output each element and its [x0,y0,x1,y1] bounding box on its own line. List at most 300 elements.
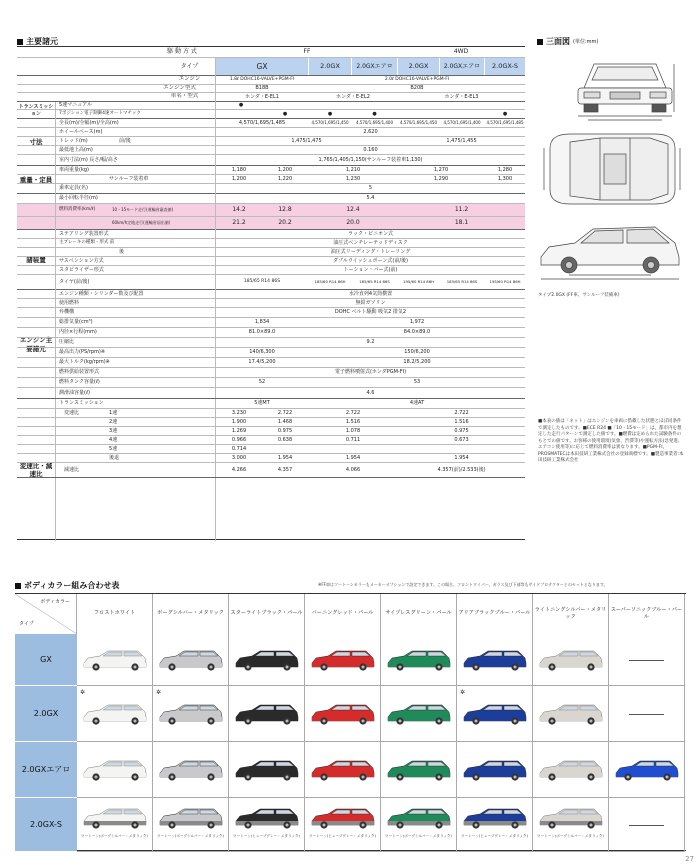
equip-val: ラック・ピニオン式 [348,230,393,237]
color-header: アリアブラックブルー・パール [457,594,533,634]
tread-ff: 1,475/1,475 [291,137,322,144]
gear-row [17,463,525,478]
color-cell [77,742,153,798]
wagon-icon [234,648,300,672]
star-mark: ✲ [80,689,86,696]
color-cell [609,798,685,852]
gear-ratio-val: 0.714 [231,445,247,452]
two-tone-caption: ツートーン(ボーグシルバー・メタリック) [385,834,452,838]
top-view-diagram [540,128,685,210]
engine-spec-val: 水冷直列4気筒横置 [348,290,393,297]
wagon-icon [234,758,300,782]
color-header: スーパーソニックブルー・パール [609,594,685,634]
wagon-icon [310,758,376,782]
dim-row2 [17,128,525,137]
spec-notes: ■本表の値は「ネット」はエンジンを車両に搭載した状態とほぼ同条件で測定したものです。■ECE R24 ■「10・15モード」は、都市内を想定した走行パターンで測定した値です。■燃費は定められた試験条件のもとでの値です。お客様の使用環境(気象、渋滞等)や運転方法(急発進、エアコン使用等)に応じて燃料消費率は異なります。■PGM-FI、PROSMATECは本田技研工業株式会社の登録商標です。■製造事業者:本田技研工業株式会社 [538,419,684,464]
engine-spec-label: 弁機構 [59,309,75,315]
engine-spec-label: 使用燃料 [59,299,80,306]
weight-val: 1,180 [231,166,247,173]
engine-spec-label: 燃料供給装置形式 [59,369,100,375]
trans-at-label: 7ポジション電子制御4速オートマチック [59,110,141,116]
capacity-val: 5 [368,185,373,191]
weight-val: 1,230 [345,175,361,182]
color-cell [229,634,305,686]
dim-row1 [17,119,525,128]
two-tone-caption: ツートーン(ボーグシルバー・メタリック) [537,834,604,838]
sunroof-weight-label: サンルーフ装着車 [109,175,149,182]
wagon-icon [538,758,604,782]
gear-ratio-val: 1.900 [231,418,247,425]
gear-ratio-val: 4.266 [231,466,247,473]
equip-label: 後 [119,248,125,255]
color-cell [229,686,305,742]
car-name-el2: ホンダ・E-EL2 [336,93,370,100]
wagon-icon [82,702,148,726]
gear-ratio-val: 1.954 [277,454,293,461]
trans-at-row [17,110,525,119]
type-row [17,58,525,76]
two-tone-caption: ツートーン(ヒューブグレー・メタリック) [461,834,528,838]
interior-label: 室内寸法(m) 長さ/幅/高さ [59,156,118,163]
gear-label: 1速 [109,409,118,416]
gear-label: 5速 [109,445,118,452]
diagram-title-text: 三面図 [546,37,570,46]
engine-type-b20b: B20B [410,85,424,91]
color-header: フロストホワイト [77,594,153,634]
gear-at: 4速AT [409,400,425,406]
wagon-icon [462,648,528,672]
engine-spec-row [17,290,525,299]
gear-ratio-val: 1.269 [231,427,247,434]
diagram-section-title [537,36,598,47]
color-cell [153,798,229,852]
ground-clearance-val: 0.160 [363,146,378,153]
equip-row [17,239,525,248]
engine-spec-val-20: 1,972 [409,319,425,325]
wagon-icon [386,758,452,782]
title-square-icon [537,39,543,45]
engine-label: エンジン [178,76,201,83]
wagon-icon [158,806,224,830]
engine-spec-row [17,308,525,318]
engine-spec-label: エンジン種類・シリンダー数及び配置 [59,290,144,297]
equip-label: ステアリング装置形式 [59,230,109,237]
engine-spec-category: エンジン主要諸元 [19,336,53,353]
wagon-icon [462,758,528,782]
gear-ratio-val: 1.954 [345,454,361,461]
gear-ratio-label: 変速比 [64,409,80,416]
weight-val: 1,200 [231,175,247,182]
car-name-label: 車名・型式 [170,93,199,100]
color-cell [305,634,381,686]
tire-row [17,275,525,290]
color-cell [153,742,229,798]
engine-spec-val: 無鉛ガソリン [355,299,386,306]
gear-ratio-val: 0.975 [454,427,469,434]
wagon-icon [234,702,300,726]
gear-ratio-val: 0.711 [345,436,361,443]
dim-row2-label: ホイールベース(m) [59,128,103,135]
engine-spec-label: 圧縮比 [59,339,75,345]
engine-spec-label: 最高出力(PS/rpm)※ [59,349,106,355]
gear-ratio-val [309,445,397,453]
dim-row4 [17,146,525,155]
tread-4wd: 1,475/1,455 [446,137,477,144]
color-note: ※FF車はツートーンカラーもメーカーオプションで設定できます。この場合、フロントワイパー、ガラス及び下部等もサイドプロテクターとのセットとなります。 [318,582,608,587]
dim-val: 4,570/1,695/1,400 [443,120,481,125]
gear-ratio-val: 4.357 [277,466,293,473]
gear-row [17,454,525,463]
gear-ratio-val: 4.066 [345,466,361,473]
equip-val: 油圧式ベンチレーテッドディスク [333,239,408,246]
engine-spec-label: 内径×行程(mm) [59,329,97,335]
gear-label: 4速 [109,436,118,443]
dot-at-20gx: ● [327,110,333,117]
gear-final-label: 減速比 [64,466,80,473]
engine-spec-val-20: 18.2/5,200 [403,359,431,365]
color-cell [457,686,533,742]
weight-category: 重量・定員 [19,175,53,184]
fuel-val: 18.1 [454,219,469,226]
color-cell [77,634,153,686]
type-20gx-aero-4wd: 2.0GXエアロ [440,58,484,75]
engine-spec-row [17,299,525,308]
color-cell [381,798,457,852]
weight-val: 1,210 [345,166,361,173]
4wd-label: 4WD [453,48,469,55]
gear-row [17,427,525,436]
color-title-text: ボディカラー組み合わせ表 [24,581,120,590]
color-header: サイプレスグリーン・パール [381,594,457,634]
gear-ratio-val: 4.357(前)/2.533(後) [437,466,486,473]
diagram-unit: (単位:mm) [573,39,599,45]
engine-row [17,76,525,85]
trans-mt-label: 5速マニュアル [59,102,92,108]
dim-row5 [17,155,525,166]
color-cell [457,798,533,852]
color-grid [15,593,686,851]
engine-spec-val-18: 140/6,300 [249,349,275,355]
engine-spec-row [17,328,525,338]
color-cell [381,686,457,742]
color-cell [305,798,381,852]
fuel-val: 21.2 [232,219,246,226]
gear-ratio-val: 2.722 [277,409,293,416]
wagon-icon [158,758,224,782]
perf-row3 [17,217,525,230]
dim-row1-label: 全長(m)/全幅(m)/全高(m) [59,119,119,126]
gear-row [17,445,525,454]
color-cell [609,686,685,742]
engine-spec-val-20: 84.0×89.0 [403,329,431,335]
turning-radius-val: 5.4 [366,195,375,201]
gear-ratio-val: 0.638 [277,436,293,443]
tire-val: 185/65 R14 86S [446,279,478,285]
tire-val: 185/60 R14 86H [314,279,346,285]
gear-row [17,418,525,427]
gear-ratio-val: 1.516 [454,418,469,425]
color-cell [609,634,685,686]
tire-val: 185/65 R14 86S [243,278,281,284]
color-cell [457,742,533,798]
gear-ratio-val: 0.673 [454,436,469,443]
dim-val: 4,570/1,695/1,450 [399,120,438,125]
color-header: ライトニングシルバー・メタリック [533,594,609,634]
wagon-icon [386,648,452,672]
corner-bottom-label: タイプ [19,621,34,628]
ground-clearance-label: 最低地上高(m) [59,146,93,153]
color-cell [305,742,381,798]
corner-top-label: ボディカラー [40,599,70,605]
color-section-title [15,580,119,591]
equip-label: スタビライザー形式 [59,266,104,273]
car-name-row [17,93,525,102]
equip-label: 主ブレーキの種類・形式 前 [59,239,115,245]
gear-ratio-val: 0.966 [231,436,247,443]
weight-val: 1,280 [497,166,513,173]
wagon-icon [462,702,528,726]
tread-sub: 前/後 [119,137,131,144]
engine-spec-val: 9.2 [366,339,375,345]
wagon-icon [386,806,452,830]
color-header: バーニングレッド・パール [305,594,381,634]
star-mark: ✲ [156,689,162,696]
engine-val-gx: 1.8ℓ DOHC16-VALVE+PGM-FI [229,76,295,82]
engine-spec-val: 電子燃料噴射式(ホンダPGM-FI) [334,369,407,375]
two-tone-caption: ツートーン(ボーグシルバー・メタリック) [81,834,148,838]
gear-ratio-val: 1.078 [345,427,361,434]
wagon-icon [462,806,528,830]
engine-type-b18b: B18B [255,85,269,91]
engine-spec-label: 最大トルク(kg/rpm)※ [59,359,110,365]
engine-spec-label: 総排気量(cm³) [59,319,93,325]
dim-val: 4,570/1,695/1,485 [486,120,524,125]
front-view-diagram [570,50,680,122]
wagon-icon [82,648,148,672]
wheelbase-val: 2,620 [363,128,378,135]
spec-title-text: 主要諸元 [26,37,58,46]
wagon-icon [158,648,224,672]
engine-spec-val-18: 52 [258,379,266,385]
interior-val: 1,765/1,405/1,150(サンルーフ装着車1,130) [318,156,423,163]
gear-label: 3速 [109,427,118,434]
gear-ratio-val: 2.722 [345,409,361,416]
equip-val: 油圧式リーディング・トレーリング [330,248,411,255]
wagon-icon [614,758,680,782]
engine-type-row [17,85,525,93]
gear-label: 後退 [109,454,120,461]
two-tone-caption: ツートーン(ボーグシルバー・メタリック) [157,834,224,838]
page-number: 27 [685,855,694,863]
gear-category: 変速比・減速比 [19,461,53,478]
gear-ratio-val: 3.230 [231,409,247,416]
engine-val-20: 2.0ℓ DOHC16-VALVE+PGM-FI [384,76,450,82]
dim-val: 4,570/1,695/1,450 [311,120,349,125]
wagon-icon [310,702,376,726]
color-type-label: GX [15,634,77,686]
type-label: タイプ [180,62,199,70]
gear-row [17,436,525,445]
engine-spec-row [17,388,525,399]
color-header: ボーグシルバー・メタリック [153,594,229,634]
fuel-mode-label: 10・15モード走行(運輸省審査値) [112,207,174,212]
color-cell [533,686,609,742]
tire-val: 195/60 R14 86H [489,279,521,285]
dot-at-gxs: ● [502,110,508,117]
gear-ratio-val: 2.722 [454,409,469,416]
gear-mt: 5速MT [254,400,270,406]
wagon-icon [538,648,604,672]
engine-spec-row [17,348,525,358]
color-cell [609,742,685,798]
gear-ratio-val: 1.954 [454,454,469,461]
gear-trans-row [17,399,525,409]
color-cell [533,742,609,798]
tread-label: トレッド(m) [59,137,88,144]
fuel-val: 12.4 [346,206,360,213]
engine-spec-row [17,378,525,388]
ff-label: FF [303,48,311,55]
color-cell [77,686,153,742]
dimensions-category: 寸法 [29,138,43,147]
gear-label: 2速 [109,418,118,425]
two-tone-caption: ツートーン(ヒューブグレー・メタリック) [233,834,300,838]
dot-at-aero: ● [372,110,377,117]
gear-ratio-val [398,445,525,453]
color-cell [533,634,609,686]
fuel-val: 20.2 [278,219,292,226]
star-mark: ✲ [460,689,466,696]
color-header: スターライトブラック・パール [229,594,305,634]
engine-spec-val-18: 1,834 [254,319,270,325]
tire-val: 195/60 R14 86H [403,279,434,285]
color-cell [305,686,381,742]
fuel-val: 11.2 [454,206,469,213]
equip-row [17,257,525,266]
color-cell [381,742,457,798]
weight-val: 1,200 [277,166,293,173]
color-cell [153,634,229,686]
color-cell [153,686,229,742]
dim-val: 4,570/1,695/1,485 [238,119,286,126]
wagon-icon [82,806,148,830]
weight-row1 [17,166,525,175]
color-cell [457,634,533,686]
spec-table [17,46,525,540]
engine-spec-label: 燃料タンク容量(ℓ) [59,379,100,385]
perf-row1 [17,194,525,204]
title-square-icon [15,583,21,589]
gear-ratio-val: 1.468 [277,418,293,425]
tire-val: 185/65 R14 86S [359,279,390,285]
engine-spec-val-18: 17.4/5,200 [248,359,276,365]
fuel-val: 14.2 [232,206,246,213]
engine-spec-row [17,338,525,348]
gear-ratio-val: 0.975 [277,427,293,434]
wagon-icon [158,702,224,726]
transmission-category: トランスミッション [18,104,54,117]
two-tone-caption: ツートーン(ヒューブグレー・メタリック) [309,834,376,838]
weight-val: 1,270 [433,166,449,173]
not-available-dash [629,660,664,661]
fuel-consumption-label: 燃料消費率(km/ℓ) [59,206,96,212]
drive-row [17,47,525,58]
capacity-label: 乗車定員(名) [59,185,88,191]
engine-spec-row [17,368,525,378]
weight-label: 車両重量(kg) [59,166,89,173]
tire-label: タイヤ(前/後) [59,278,90,285]
not-available-dash [629,714,664,715]
gear-trans-label: トランスミッション [59,400,104,406]
color-cell [77,798,153,852]
title-square-icon [17,39,23,45]
equipment-category: 諸装置 [26,255,46,264]
type-gx: GX [216,58,308,75]
color-type-label: 2.0GXエアロ [15,742,77,798]
weight-row3 [17,184,525,194]
not-available-dash [629,825,664,826]
wagon-icon [538,702,604,726]
weight-val: 1,300 [497,175,513,182]
weight-row2 [17,175,525,184]
engine-spec-val-18: 81.0×89.0 [248,329,276,335]
dot-mt-gx: ● [238,102,244,108]
diagram-caption: タイプ2.0GX (FF車、サンルーフ装備車) [538,293,620,298]
gear-ratio-val [262,445,308,453]
weight-val: 1,220 [277,175,293,182]
wagon-icon [538,806,604,830]
car-name-el1: ホンダ・E-EL1 [245,93,279,100]
trans-mt-row [17,102,525,110]
engine-spec-row [17,318,525,328]
dim-row3 [17,137,525,146]
gear-row [17,409,525,418]
equip-val: トーション・バー式(前) [343,266,398,273]
fuel-val: 20.0 [346,219,360,226]
color-type-label: 2.0GX [15,686,77,742]
gear-ratio-val: 3.000 [231,454,247,461]
color-cell [229,798,305,852]
equip-val: ダブルウイッシュボーン式(前/後) [333,257,408,264]
equip-row [17,266,525,275]
turning-radius-label: 最小回転半径(m) [59,195,98,201]
color-cell [229,742,305,798]
wagon-icon [234,806,300,830]
type-20gx-aero-ff: 2.0GXエアロ [352,58,397,75]
wagon-icon [310,648,376,672]
weight-val: 1,290 [433,175,449,182]
gear-ratio-val: 1.516 [345,418,361,425]
engine-spec-val-20: 53 [413,379,421,385]
fuel-val: 12.8 [278,206,292,213]
type-20gx-ff: 2.0GX [309,58,351,75]
wagon-icon [82,758,148,782]
wagon-icon [386,702,452,726]
engine-type-label: エンジン型式 [163,85,196,91]
dot-at-gx: ● [282,110,288,117]
type-20gx-s: 2.0GX-S [485,58,525,75]
grid-corner [15,594,77,634]
side-view-diagram [535,215,685,290]
drive-label: 駆 動 方 式 [167,48,197,55]
engine-spec-val-20: 150/6,200 [404,349,430,355]
dim-val: 4,570/1,695/1,400 [355,120,394,125]
fuel-60kmh-label: 60km/h定地走行(運輸省届出値) [112,220,171,225]
engine-spec-val: 4.6 [366,389,375,396]
equip-row [17,248,525,257]
color-cell [381,634,457,686]
color-cell [533,798,609,852]
